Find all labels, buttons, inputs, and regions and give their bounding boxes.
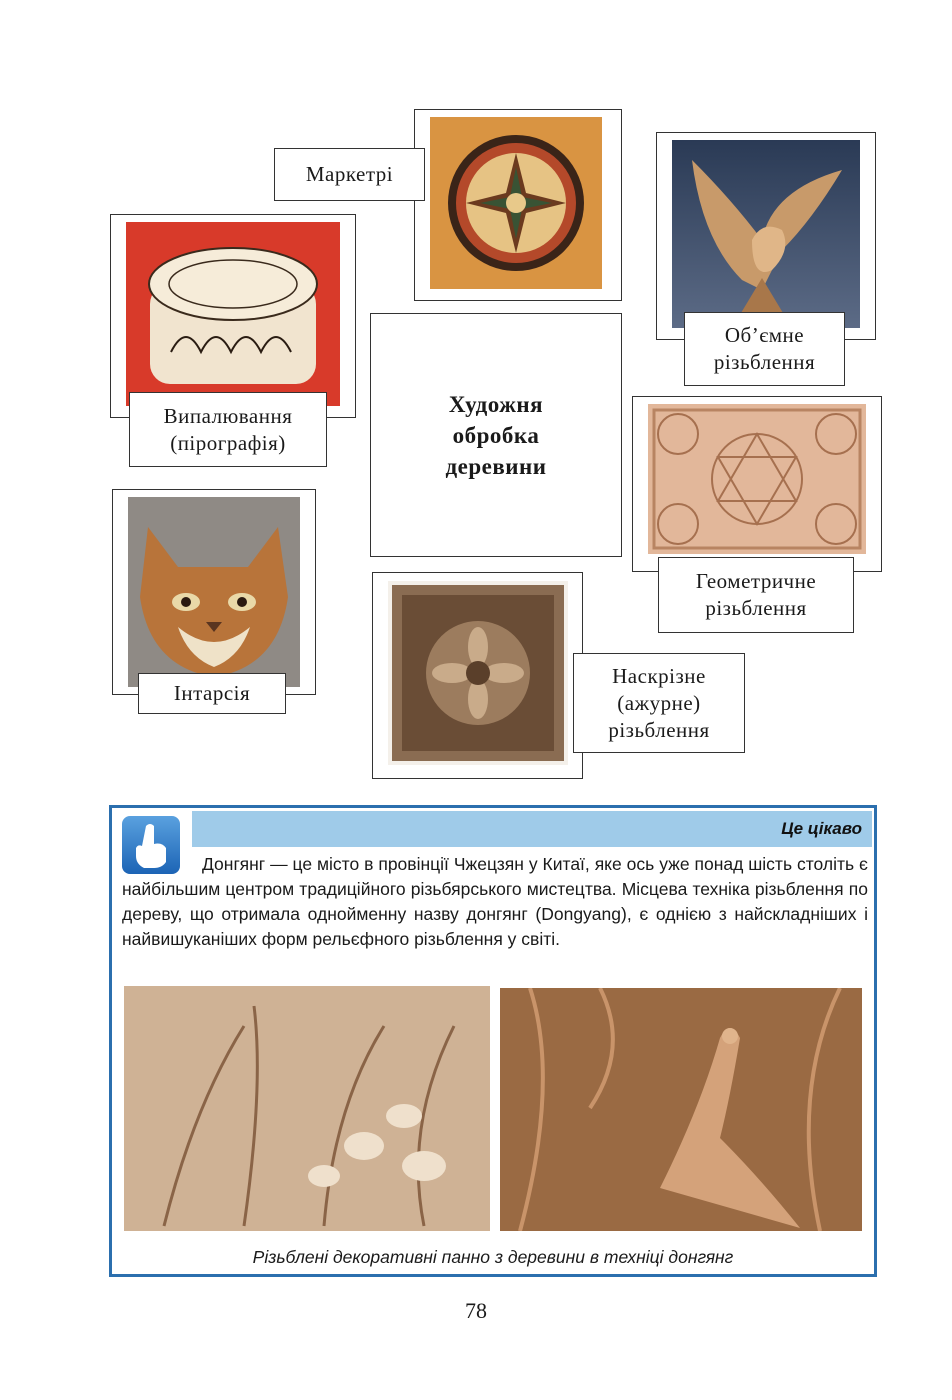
intarsia-photo bbox=[128, 497, 300, 687]
info-box-text: Донгянг — це місто в провінції Чжецзян у Китаї, яке ось уже понад шість століть є найбільшим центром традиційного різьбярського мистецтва. Місцева техніка різьблення по дереву, що отримала однойменну назву донгянг (Dongyang), є однією з найскладніших і найвишуканіших форм рельєфного різьблення у світі. bbox=[122, 854, 868, 949]
central-concept-line-2: обробка bbox=[452, 422, 540, 448]
openwork-text-2: (ажурне) bbox=[617, 690, 701, 715]
marquetry-text: Маркетрі bbox=[305, 162, 394, 186]
pyrography-text-1: Випалювання bbox=[163, 403, 293, 428]
pyrography-text-2: (пірографія) bbox=[170, 430, 286, 455]
intarsia-label bbox=[138, 673, 286, 714]
info-box-heading: Це цікаво bbox=[781, 819, 862, 838]
volume-text-1: Об’ємне bbox=[724, 323, 805, 347]
geometric-text-1: Геометричне bbox=[695, 569, 817, 593]
openwork-text-1: Наскрізне bbox=[612, 663, 706, 688]
geometric-text-2: різьблення bbox=[705, 596, 807, 620]
pyrography-label bbox=[129, 392, 327, 467]
pyrography-photo bbox=[126, 222, 340, 406]
openwork-label bbox=[573, 653, 745, 753]
info-box-caption: Різьблені декоративні панно з деревини в техніці донгянг bbox=[252, 1247, 734, 1267]
central-concept-box bbox=[370, 313, 622, 557]
dongyang-panel-bamboo-photo bbox=[124, 986, 490, 1231]
geometric-label bbox=[658, 557, 854, 633]
openwork-photo bbox=[388, 581, 568, 765]
volume-label bbox=[684, 312, 845, 386]
marquetry-label bbox=[274, 148, 425, 201]
central-concept-line-1: Художня bbox=[448, 391, 544, 417]
volume-text-2: різьблення bbox=[713, 350, 816, 374]
dongyang-panel-peacock-photo bbox=[500, 988, 862, 1231]
marquetry-photo bbox=[430, 117, 602, 289]
geometric-photo bbox=[648, 404, 866, 554]
central-concept-line-3: деревини bbox=[445, 453, 547, 479]
page-number: 78 bbox=[465, 1298, 487, 1323]
info-box-header bbox=[192, 811, 872, 847]
info-box-paragraph bbox=[122, 852, 868, 952]
openwork-text-3: різьблення bbox=[608, 717, 710, 742]
interesting-fact-box bbox=[109, 805, 877, 1277]
volume-photo bbox=[672, 140, 860, 328]
intarsia-text: Інтарсія bbox=[173, 681, 251, 705]
